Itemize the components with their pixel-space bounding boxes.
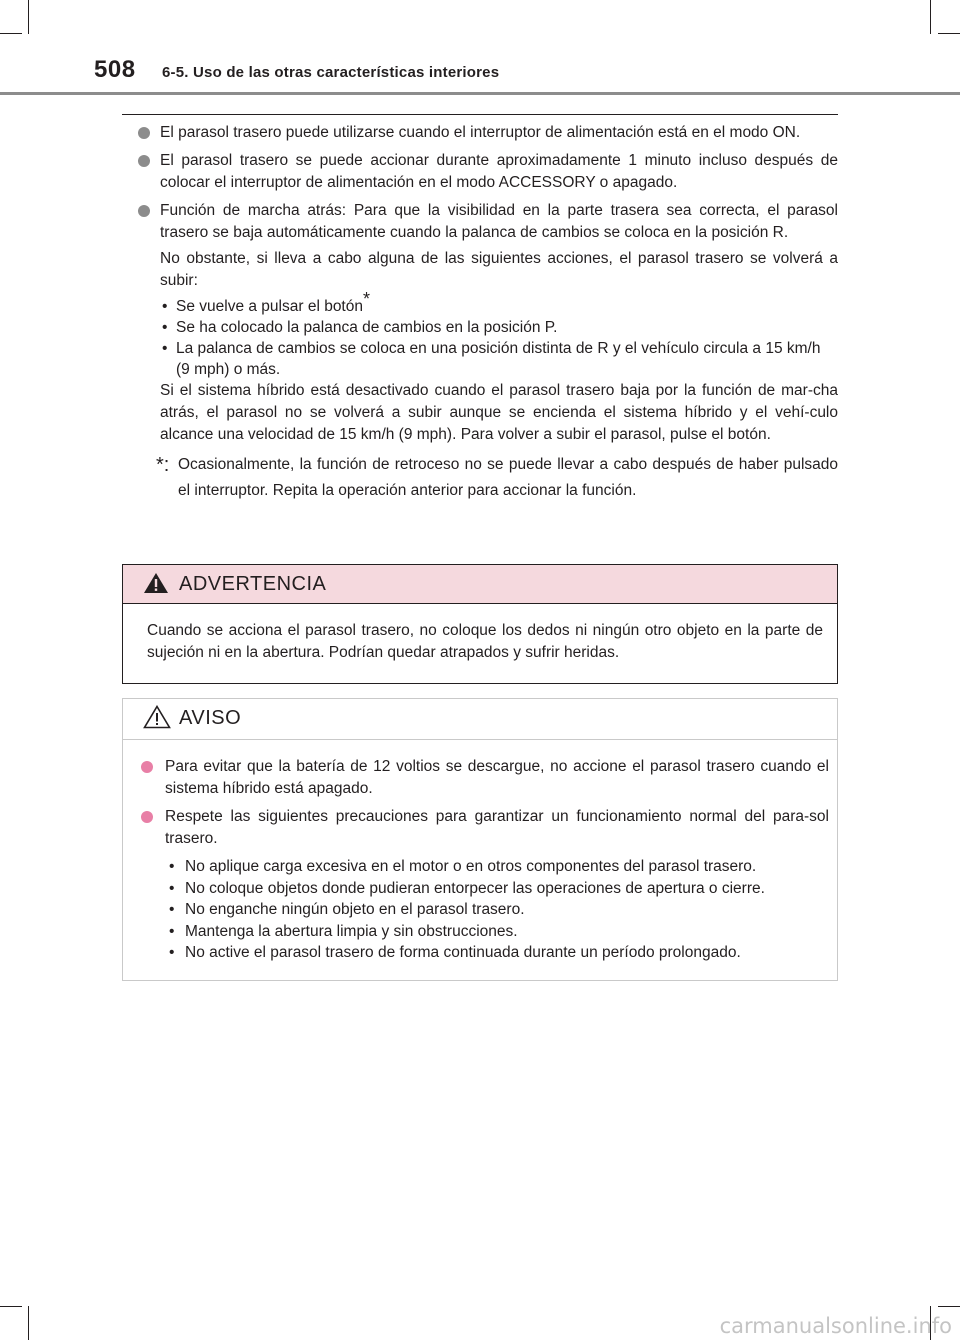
content-top-rule <box>122 114 838 115</box>
bullet-item <box>138 200 838 244</box>
list-item-text: Se ha colocado la palanca de cambios en la posición P. <box>176 319 558 336</box>
header-rule <box>0 92 960 95</box>
pink-bullet-dot-icon <box>141 761 153 773</box>
bullet-dot-icon <box>138 127 150 139</box>
asterisk-mark: * <box>362 288 370 309</box>
list-item <box>165 878 829 900</box>
page-header <box>0 0 960 96</box>
warning-box <box>122 564 838 684</box>
bullet-text: El parasol trasero se puede accionar durante aproximadamente 1 minuto incluso después de colocar el interruptor de alimentación en el modo ACCESSORY o apagado. <box>160 152 838 191</box>
notice-bullet-text: Respete las siguientes precauciones para garantizar un funcionamiento normal del para-sol trasero. <box>165 808 829 847</box>
list-item-text: Se vuelve a pulsar el botón <box>176 298 363 315</box>
notice-precautions-list <box>141 856 829 964</box>
list-item-text: No active el parasol trasero de forma continuada durante un período prolongado. <box>185 944 741 961</box>
bullet-text: El parasol trasero puede utilizarse cuando el interruptor de alimentación está en el modo ON. <box>160 124 801 141</box>
notice-title: AVISO <box>179 707 242 729</box>
crop-mark <box>28 1306 29 1340</box>
bullet-dot-icon <box>138 205 150 217</box>
section-title: 6-5. Uso de las otras características interiores <box>162 64 500 81</box>
list-item-text: No coloque objetos donde pudieran entorpecer las operaciones de apertura o cierre. <box>185 879 765 897</box>
footnote-text: Ocasionalmente, la función de retroceso no se puede llevar a cabo después de haber pulsado el interruptor. Repita la operación anterior para accionar la función. <box>178 456 838 499</box>
list-item <box>160 288 838 317</box>
list-item <box>165 942 829 964</box>
bullet-item <box>138 122 838 144</box>
reverse-conditions-list <box>138 288 838 380</box>
watermark: carmanualsonline.info <box>719 1314 952 1338</box>
warning-header <box>123 565 837 604</box>
notice-box <box>122 698 838 981</box>
notice-bullet-text: Para evitar que la batería de 12 voltios se descargue, no accione el parasol trasero cuando el sistema híbrido está apagado. <box>165 758 829 797</box>
notice-bullet-item <box>141 806 829 850</box>
small-bullet-icon: • <box>162 319 168 336</box>
small-bullet-icon: • <box>169 901 175 918</box>
crop-mark <box>0 1306 22 1307</box>
list-item <box>165 921 829 943</box>
list-item-text: Mantenga la abertura limpia y sin obstrucciones. <box>185 922 518 940</box>
list-item <box>165 899 829 921</box>
pink-bullet-dot-icon <box>141 811 153 823</box>
list-item-text: No enganche ningún objeto en el parasol trasero. <box>185 901 525 918</box>
caution-triangle-outline-icon <box>143 705 171 734</box>
list-item-text: No aplique carga excesiva en el motor o en otros componentes del parasol trasero. <box>185 858 757 875</box>
notice-bullet-item <box>141 756 829 800</box>
footnote-mark: *: <box>156 454 170 476</box>
small-bullet-icon: • <box>162 340 168 357</box>
small-bullet-icon: • <box>169 944 175 961</box>
reverse-followup: Si el sistema híbrido está desactivado cuando el parasol trasero baja por la función de mar-cha atrás, el parasol no se volverá a subir aunque se encienda el sistema híbrido y el vehí-culo alcance una velocidad de 15 km/h (9 mph). Para volver a subir el parasol, pulse el botón. <box>160 382 838 443</box>
small-bullet-icon: • <box>169 879 175 897</box>
content-area <box>138 122 838 504</box>
small-bullet-icon: • <box>169 858 175 875</box>
notice-content <box>123 740 837 964</box>
reverse-intro: No obstante, si lleva a cabo alguna de las siguientes acciones, el parasol trasero se volverá a subir: <box>160 250 838 289</box>
crop-mark <box>938 1306 960 1307</box>
bullet-dot-icon <box>138 155 150 167</box>
small-bullet-icon: • <box>169 922 175 940</box>
page-number: 508 <box>94 56 136 83</box>
bullet-item <box>138 150 838 194</box>
warning-triangle-icon <box>143 572 169 599</box>
warning-text: Cuando se acciona el parasol trasero, no coloque los dedos ni ningún otro objeto en la parte de sujeción ni en la abertura. Podrían quedar atrapados y sufrir heridas. <box>147 622 823 661</box>
footnote <box>138 452 838 504</box>
list-item <box>160 338 838 380</box>
list-item-text: La palanca de cambios se coloca en una posición distinta de R y el vehículo circula a 15 km/h (9 mph) o más. <box>176 340 821 378</box>
bullet-text: Función de marcha atrás: Para que la visibilidad en la parte trasera sea correcta, el parasol trasero se baja automáticamente cuando la palanca de cambios se coloca en la posición R. <box>160 202 838 241</box>
notice-header <box>123 699 837 740</box>
small-bullet-icon: • <box>162 298 168 315</box>
list-item <box>160 317 838 338</box>
warning-title: ADVERTENCIA <box>179 573 327 595</box>
list-item <box>165 856 829 878</box>
